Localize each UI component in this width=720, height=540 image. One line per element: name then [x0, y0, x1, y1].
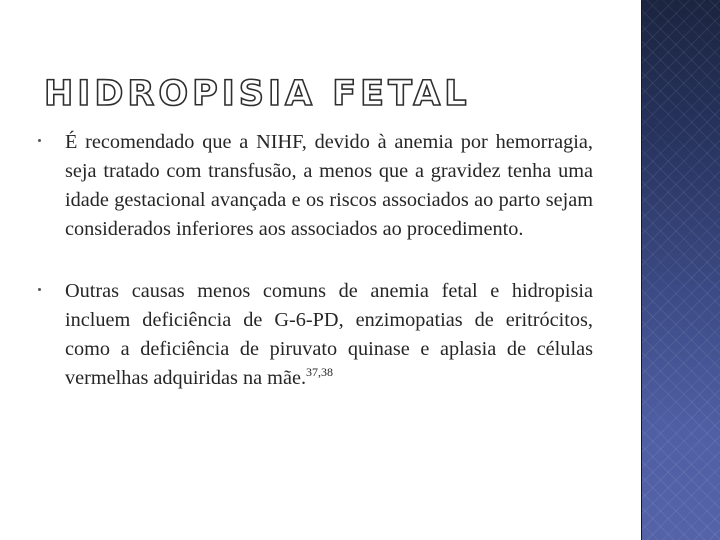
- paragraph-2: [65, 277, 593, 393]
- slide-body: [38, 128, 593, 393]
- paragraph-1-text: É recomendado que a NIHF, devido à anemia por hemorragia, seja tratado com transfusão, a menos que a gravidez tenha uma idade gestacional avançada e os riscos associados ao parto sejam considerados inferiores aos associados ao procedimento.: [65, 131, 593, 240]
- citation-superscript: 37,38: [306, 365, 334, 380]
- bullet-icon: [38, 288, 41, 291]
- slide-title: HIDROPISIA FETAL: [44, 74, 471, 114]
- decorative-side-panel: [641, 0, 720, 540]
- bullet-item-2: [38, 277, 593, 393]
- bullet-icon: [38, 139, 41, 142]
- paragraph-2-text: Outras causas menos comuns de anemia fetal e hidropisia incluem deficiência de G-6-PD, enzimopatias de eritrócitos, como a deficiência de piruvato quinase e aplasia de células vermelhas adquiridas na mãe.: [65, 280, 593, 389]
- paragraph-1: [65, 128, 593, 244]
- bullet-item-1: [38, 128, 593, 244]
